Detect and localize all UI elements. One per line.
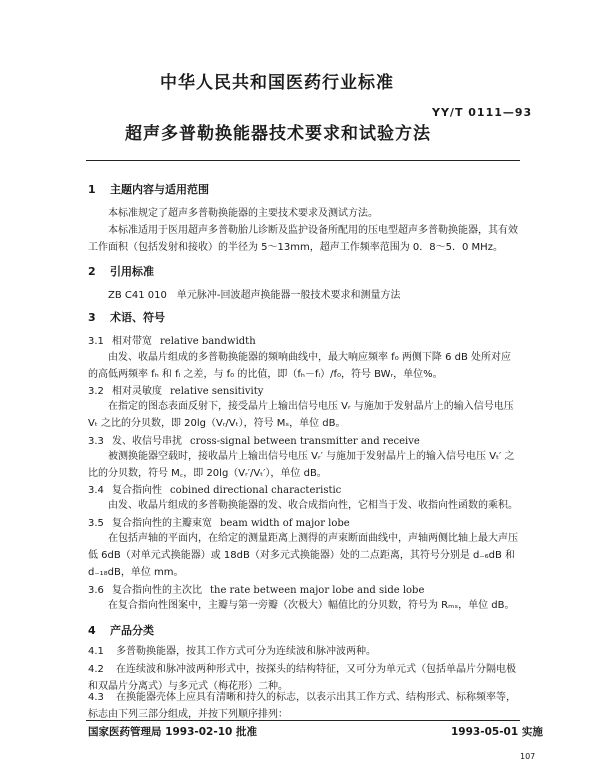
term-en: the rate between major lobe and side lobe [210,585,425,596]
term-number: 3.3 [88,436,104,447]
section-title: 引用标准 [110,265,154,278]
top-rule [86,160,520,161]
term-3-3-definition: 被测换能器空载时，接收晶片上输出信号电压 Vᵣ′ 与施加于发射晶片上的输入信号电压 Vₜ′ 之比的分贝数，符号 M꜀，即 20lg（Vᵣ′/Vₜ′），单位 dB。 [88,451,515,479]
term-3-2 [88,382,263,397]
approval-date: 国家医药管理局 1993-02-10 批准 [88,726,257,738]
section-title: 术语、符号 [110,311,165,324]
doc-number: YY/T 0111—93 [432,106,533,119]
item-number: 4.3 [88,692,104,703]
term-cn: 发、收信号串扰 [112,436,182,447]
term-en: relative sensitivity [170,386,264,397]
term-cn: 复合指向性的主瓣束宽 [112,518,212,529]
section-number: 3 [88,311,96,324]
standard-title: 中华人民共和国医药行业标准 [160,73,394,93]
item-4-1 [88,643,520,660]
item-text: 多普勒换能器，按其工作方式可分为连续波和脉冲波两种。 [116,646,376,657]
term-3-6-definition: 在复合指向性图案中，主瓣与第一旁瓣（次极大）幅值比的分贝数，符号为 Rₘₛ，单位 dB。 [108,600,515,611]
term-number: 3.6 [88,585,104,596]
term-3-2-definition: 在指定的图态表面反射下，接受晶片上输出信号电压 Vᵣ 与施加于发射晶片上的输入信号电压 Vₜ 之比的分贝数，即 20lg（Vᵣ/Vₜ），符号 Mₛ，单位 dB。 [88,401,514,429]
term-number: 3.1 [88,336,104,347]
term-en: relative bandwidth [160,336,256,347]
section-3-heading [88,309,165,325]
main-title: 超声多普勒换能器技术要求和试验方法 [125,124,431,144]
implementation-date: 1993-05-01 实施 [451,726,543,738]
section-number: 2 [88,265,96,278]
term-number: 3.2 [88,386,104,397]
section-2-heading [88,263,154,279]
section-number: 4 [88,624,96,637]
term-3-5 [88,514,350,529]
term-number: 3.5 [88,518,104,529]
term-cn: 复合指向性 [112,485,162,496]
item-4-3 [88,689,520,723]
term-3-1-definition: 由发、收晶片组成的多普勒换能器的频响曲线中，最大响应频率 f₀ 两侧下降 6 dB 处所对应的高低两频率 fₕ 和 fₗ 之差，与 f₀ 的比值，即（fₕ－fₗ）/f₀，符号 BWᵣ，单位%。 [88,352,511,380]
section-title: 主题内容与适用范围 [110,183,209,196]
section-1-para-2: 本标准适用于医用超声多普勒胎儿诊断及监护设备所配用的压电型超声多普勒换能器，其有效工作面积（包括发射和接收）的半径为 5～13mm，超声工作频率范围为 0．8～5．0 MHz。 [88,225,518,253]
section-4-heading [88,622,154,638]
term-3-3 [88,432,420,447]
term-cn: 相对带宽 [112,336,152,347]
item-number: 4.2 [88,664,104,675]
section-1-heading [88,181,209,197]
item-text: 在连续波和脉冲波两种形式中，按探头的结构特征，又可分为单元式（包括单晶片分隔电极和双晶片分离式）与多元式（梅花形）二种。 [88,664,516,692]
term-3-6 [88,581,424,596]
term-cn: 复合指向性的主次比 [112,585,202,596]
item-number: 4.1 [88,646,104,657]
term-en: cross-signal between transmitter and receive [190,436,420,447]
section-number: 1 [88,183,96,196]
section-1-para-1: 本标准规定了超声多普勒换能器的主要技术要求及测试方法。 [108,208,378,219]
term-3-4-definition: 由发、收晶片组成的多普勒换能器的发、收合成指向性，它相当于发、收指向性函数的乘积。 [108,500,518,511]
term-en: cobined directional characteristic [170,485,342,496]
term-number: 3.4 [88,485,104,496]
term-en: beam width of major lobe [220,518,350,529]
term-3-5-definition: 在包括声轴的平面内，在给定的测量距离上测得的声束断面曲线中，声轴两侧比轴上最大声压低 6dB（对单元式换能器）或 18dB（对多元式换能器）处的二点距离，其符号分别是 d₋₆dB 和 d₋₁₈dB，单位 mm。 [88,533,518,578]
term-3-4 [88,481,341,496]
item-text: 在换能器壳体上应具有清晰和持久的标志，以表示出其工作方式、结构形式、标称频率等，标志由下列三部分组成，并按下列顺序排列： [88,692,516,720]
section-title: 产品分类 [110,624,154,637]
term-3-1 [88,332,256,347]
term-cn: 相对灵敏度 [112,386,162,397]
footer-rule [86,720,520,721]
reference-standard: ZB C41 010 单元脉冲-回波超声换能器一般技术要求和测量方法 [108,290,401,301]
page-number: 107 [520,752,536,761]
